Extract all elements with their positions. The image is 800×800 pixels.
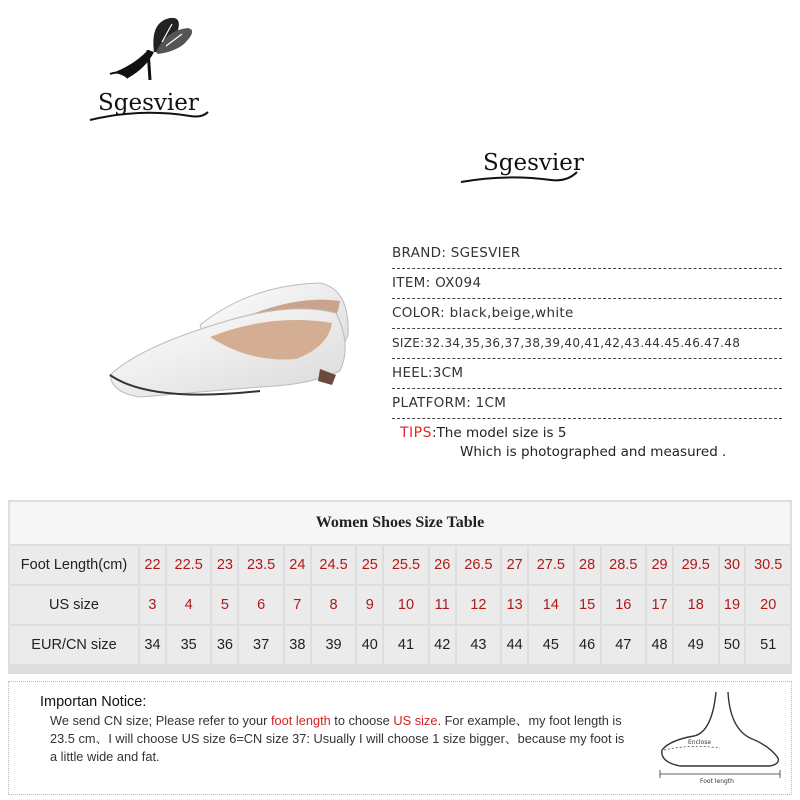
- table-cell: 43: [457, 626, 501, 664]
- size-table-grid: [8, 500, 792, 666]
- table-cell: 6: [239, 586, 283, 624]
- table-cell: 40: [357, 626, 382, 664]
- table-cell: 11: [430, 586, 455, 624]
- table-cell: 50: [720, 626, 745, 664]
- size-table: [8, 500, 792, 674]
- foot-length-label: Foot length: [700, 778, 734, 785]
- enclose-label: Enclose: [688, 739, 712, 746]
- brand-logo-text: Sgesvier: [98, 90, 199, 116]
- table-cell: 28: [575, 546, 600, 584]
- table-cell: 14: [529, 586, 573, 624]
- table-cell: 23.5: [239, 546, 283, 584]
- size-table-title: Women Shoes Size Table: [10, 502, 790, 544]
- table-cell: 5: [212, 586, 237, 624]
- table-cell: 12: [457, 586, 501, 624]
- table-cell: 26: [430, 546, 455, 584]
- table-cell: 22: [140, 546, 165, 584]
- spec-heel: HEEL:3CM: [392, 360, 782, 389]
- table-cell: 48: [647, 626, 672, 664]
- spec-item: ITEM: OX094: [392, 270, 782, 299]
- table-cell: 30.5: [746, 546, 790, 584]
- table-cell: 38: [285, 626, 310, 664]
- table-row: [10, 626, 790, 664]
- brand-logo-top: [80, 12, 220, 132]
- table-cell: 20: [746, 586, 790, 624]
- table-cell: 41: [384, 626, 428, 664]
- table-cell: 47: [602, 626, 646, 664]
- foot-measure-diagram: [650, 688, 790, 788]
- table-cell: 23: [212, 546, 237, 584]
- table-cell: 7: [285, 586, 310, 624]
- table-cell: 45: [529, 626, 573, 664]
- foot-measure-icon: [650, 688, 790, 788]
- spec-platform: PLATFORM: 1CM: [392, 390, 782, 419]
- table-cell: 17: [647, 586, 672, 624]
- row-label: Foot Length(cm): [10, 546, 138, 584]
- table-cell: 42: [430, 626, 455, 664]
- tips-line-2: Which is photographed and measured .: [460, 444, 727, 460]
- table-cell: 37: [239, 626, 283, 664]
- table-cell: 44: [502, 626, 527, 664]
- table-cell: 24: [285, 546, 310, 584]
- product-image-white-wedge-shoe: [100, 275, 360, 415]
- table-cell: 27.5: [529, 546, 573, 584]
- spec-brand: BRAND: SGESVIER: [392, 240, 782, 269]
- table-cell: 30: [720, 546, 745, 584]
- highlight-foot-length: foot length: [270, 713, 331, 728]
- table-cell: 29: [647, 546, 672, 584]
- table-cell: 18: [674, 586, 718, 624]
- table-cell: 35: [167, 626, 211, 664]
- row-label: US size: [10, 586, 138, 624]
- table-cell: 34: [140, 626, 165, 664]
- notice-body: We send CN size; Please refer to your foot length to choose US size. For example、my foot length is 23.5 cm、I will choose US size 6=CN size 37: Usually I will choose 1 size bigger、because my foot is a little wide and fat.: [50, 713, 625, 764]
- table-cell: 24.5: [312, 546, 356, 584]
- table-cell: 8: [312, 586, 356, 624]
- table-cell: 39: [312, 626, 356, 664]
- table-cell: 36: [212, 626, 237, 664]
- table-cell: 3: [140, 586, 165, 624]
- tips-line-1: :The model size is 5: [432, 425, 567, 441]
- table-cell: 26.5: [457, 546, 501, 584]
- table-cell: 15: [575, 586, 600, 624]
- brand-logo-text: Sgesvier: [483, 150, 584, 176]
- table-cell: 25: [357, 546, 382, 584]
- tips-note: [400, 424, 726, 462]
- table-cell: 9: [357, 586, 382, 624]
- highlight-us-size: US size: [393, 713, 438, 728]
- spec-size: SIZE:32.34,35,36,37,38,39,40,41,42,43.44.45.46.47.48: [392, 330, 782, 359]
- table-cell: 16: [602, 586, 646, 624]
- table-cell: 22.5: [167, 546, 211, 584]
- table-row: [10, 546, 790, 584]
- row-label: EUR/CN size: [10, 626, 138, 664]
- tips-label: TIPS: [400, 425, 433, 441]
- brand-logo-middle: [455, 140, 595, 200]
- table-row: [10, 586, 790, 624]
- table-cell: 51: [746, 626, 790, 664]
- table-cell: 49: [674, 626, 718, 664]
- spec-color: COLOR: black,beige,white: [392, 300, 782, 329]
- table-cell: 10: [384, 586, 428, 624]
- table-cell: 27: [502, 546, 527, 584]
- swoosh-icon: [455, 140, 595, 200]
- table-cell: 25.5: [384, 546, 428, 584]
- table-cell: 4: [167, 586, 211, 624]
- table-cell: 13: [502, 586, 527, 624]
- table-cell: 46: [575, 626, 600, 664]
- table-cell: 28.5: [602, 546, 646, 584]
- table-cell: 19: [720, 586, 745, 624]
- table-cell: 29.5: [674, 546, 718, 584]
- notice-title: Importan Notice:: [40, 694, 147, 710]
